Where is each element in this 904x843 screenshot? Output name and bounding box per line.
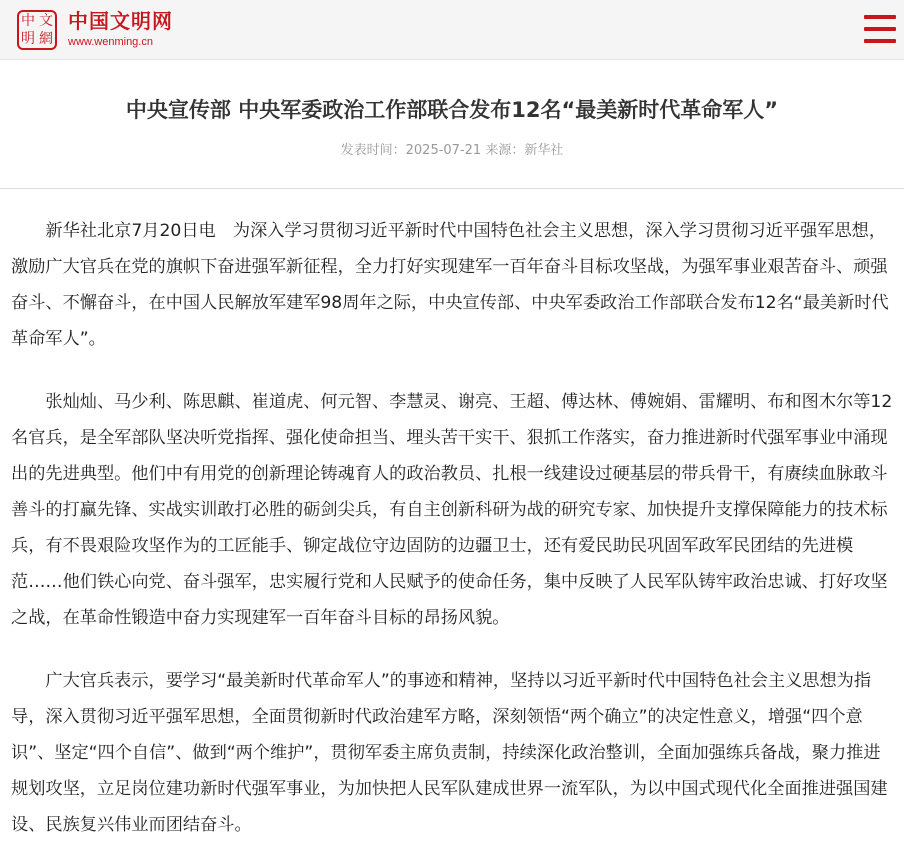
- site-url: www.wenming.cn: [68, 36, 153, 48]
- seal-char: 中: [21, 13, 35, 29]
- meta-source: 新华社: [524, 143, 564, 158]
- meta-date-label: 发表时间：: [340, 143, 406, 158]
- menu-bar-line: [864, 39, 896, 43]
- meta-source-label: 来源：: [485, 143, 525, 158]
- hamburger-menu-icon[interactable]: [864, 13, 896, 45]
- article-paragraph: 广大官兵表示，要学习“最美新时代革命军人”的事迹和精神，坚持以习近平新时代中国特色社会主义思想为指导，深入贯彻习近平强军思想，全面贯彻新时代政治建军方略，深刻领悟“两个确立”的决定性意义，增强“四个意识”、坚定“四个自信”、做到“两个维护”，贯彻军委主席负责制，持续深化政治整训，全面加强练兵备战，聚力推进规划攻坚，立足岗位建功新时代强军事业，为加快把人民军队建成世界一流军队，为以中国式现代化全面推进强国建设、民族复兴伟业而团结奋斗。: [11, 671, 888, 835]
- article-title: 中央宣传部 中央军委政治工作部联合发布12名“最美新时代革命军人”: [125, 98, 779, 122]
- menu-bar-line: [864, 27, 896, 31]
- article-paragraph: 张灿灿、马少利、陈思麒、崔道虎、何元智、李慧灵、谢亮、王超、傅达林、傅婉娟、雷耀明、布和图木尔等12名官兵，是全军部队坚决听党指挥、强化使命担当、埋头苦干实干、狠抓工作落实，奋力推进新时代强军事业中涌现出的先进典型。他们中有用党的创新理论铸魂育人的政治教员、扎根一线建设过硬基层的带兵骨干，有赓续血脉敢斗善斗的打赢先锋、实战实训敢打必胜的砺剑尖兵，有自主创新科研为战的研究专家、加快提升支撑保障能力的技术标兵，有不畏艰险攻坚作为的工匠能手、铆定战位守边固防的边疆卫士，还有爱民助民巩固军政军民团结的先进模范……他们铁心向党、奋斗强军，忠实履行党和人民赋予的使命任务，集中反映了人民军队铸牢政治忠诚、打好攻坚之战，在革命性锻造中奋力实现建军一百年奋斗目标的昂扬风貌。: [11, 392, 893, 628]
- article-paragraph: 新华社北京7月20日电 为深入学习贯彻习近平新时代中国特色社会主义思想，深入学习贯彻习近平强军思想，激励广大官兵在党的旗帜下奋进强军新征程，全力打好实现建军一百年奋斗目标攻坚战，为强军事业艰苦奋斗、顽强奋斗、不懈奋斗，在中国人民解放军建军98周年之际，中央宣传部、中央军委政治工作部联合发布12名“最美新时代革命军人”。: [11, 221, 889, 349]
- site-name: 中国文明网: [68, 9, 173, 33]
- article-meta: [0, 143, 904, 159]
- site-logo[interactable]: [68, 9, 173, 49]
- article-header: [0, 60, 904, 189]
- wenming-seal-logo-icon[interactable]: [17, 10, 57, 50]
- seal-char: 網: [39, 31, 53, 47]
- menu-bar-line: [864, 15, 896, 19]
- seal-char: 文: [39, 13, 53, 29]
- article-body: [0, 189, 904, 843]
- seal-char: 明: [21, 31, 35, 47]
- meta-date: 2025-07-21: [405, 143, 482, 158]
- top-navigation-bar: [0, 0, 904, 60]
